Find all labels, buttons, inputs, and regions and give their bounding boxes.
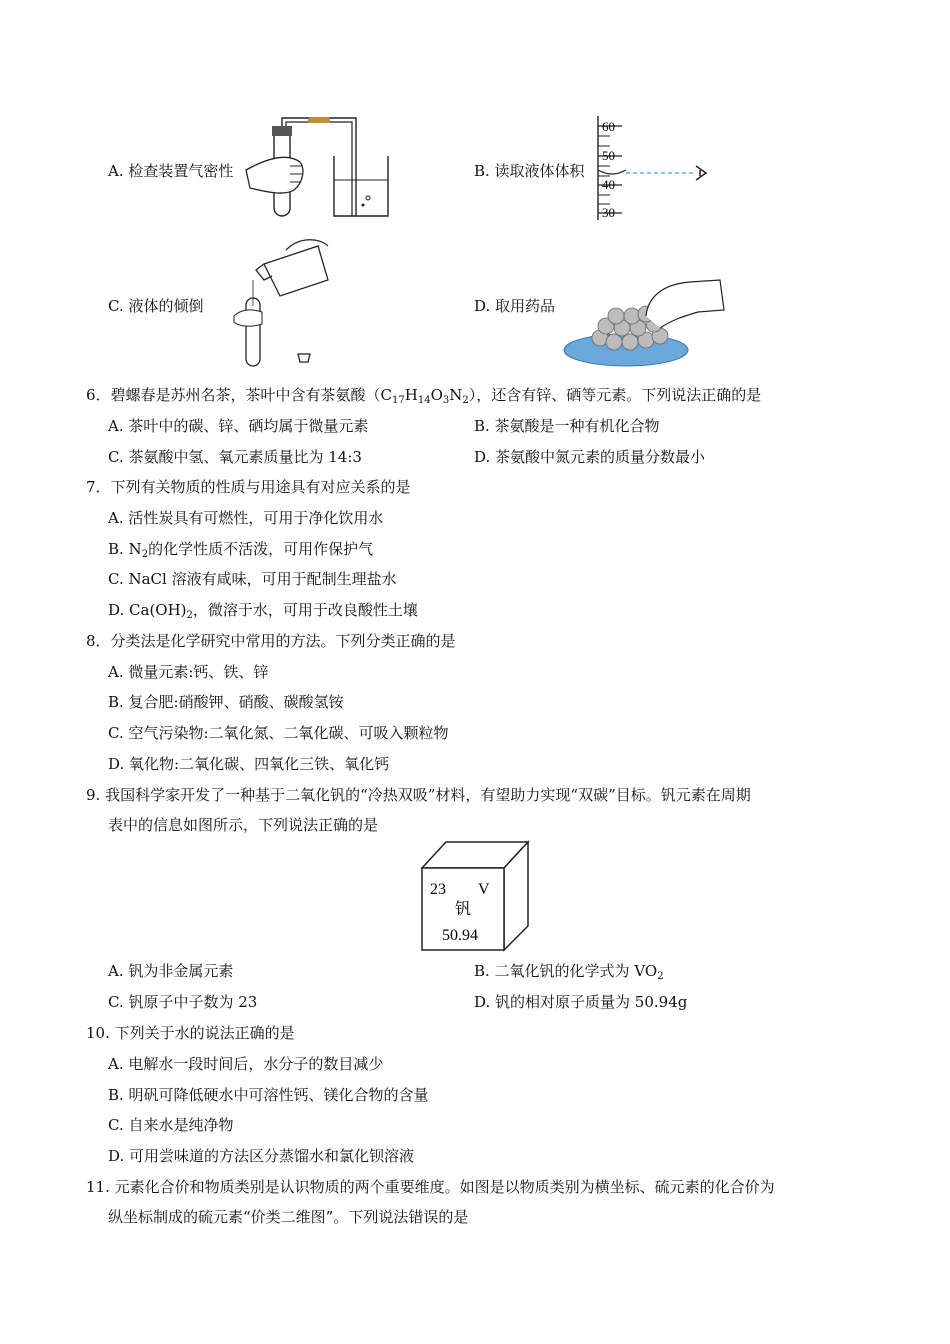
taking-reagent-figure <box>560 276 730 370</box>
q9-option-b: B. 二氧化钒的化学式为 $VO_2$ <box>474 962 664 982</box>
q5-option-c: C. 液体的倾倒 <box>108 297 204 315</box>
q8-option-d: D. 氧化物:二氧化碳、四氧化三铁、氧化钙 <box>108 755 390 773</box>
q9-option-a: A. 钒为非金属元素 <box>108 962 234 980</box>
q11-stem-line2: 纵坐标制成的硫元素“价类二维图”。下列说法错误的是 <box>108 1208 469 1226</box>
airtightness-apparatus-figure <box>244 112 394 224</box>
vanadium-element-tile <box>418 840 532 952</box>
q7-option-b: B. $N_2$的化学性质不活泼，可用作保护气 <box>108 540 374 560</box>
q6-stem: 6．碧螺春是苏州名茶，茶叶中含有茶氨酸$(C_{17}H_{14}O_3N_2)$，还含有锌、硒等元素。下列说法正确的是 <box>86 386 762 406</box>
q5-option-b: B. 读取液体体积 <box>474 162 585 180</box>
q9-stem-line1: 9. 我国科学家开发了一种基于二氧化钒的“冷热双吸”材料，有望助力实现“双碳”目标。钒元素在周期 <box>86 786 751 804</box>
q10-option-d: D. 可用尝味道的方法区分蒸馏水和氯化钡溶液 <box>108 1147 415 1165</box>
q7-option-a: A. 活性炭具有可燃性，可用于净化饮用水 <box>108 509 384 527</box>
atomic-number: 23 <box>430 881 446 898</box>
liquid-pouring-figure <box>228 236 338 368</box>
element-symbol: V <box>478 881 490 898</box>
q9-option-d: D. 钒的相对原子质量为 50.94g <box>474 993 688 1011</box>
q7-option-d: D. $Ca(OH)_2$，微溶于水，可用于改良酸性土壤 <box>108 601 418 621</box>
q8-stem: 8．分类法是化学研究中常用的方法。下列分类正确的是 <box>86 632 456 650</box>
q7-stem: 7．下列有关物质的性质与用途具有对应关系的是 <box>86 478 411 496</box>
scale-60: 60 <box>602 119 615 134</box>
q11-stem-line1: 11. 元素化合价和物质类别是认识物质的两个重要维度。如图是以物质类别为横坐标、硫元素的化合价为 <box>86 1178 775 1196</box>
element-name: 钒 <box>455 901 472 918</box>
q6-option-a: A. 茶叶中的碳、锌、硒均属于微量元素 <box>108 417 369 435</box>
q6-option-b: B. 茶氨酸是一种有机化合物 <box>474 417 660 435</box>
q7-option-c: C. NaCl 溶液有咸味，可用于配制生理盐水 <box>108 570 397 588</box>
q6-option-c: C. 茶氨酸中氢、氧元素质量比为 14:3 <box>108 448 362 466</box>
scale-30: 30 <box>602 205 615 220</box>
q9-option-c: C. 钒原子中子数为 23 <box>108 993 258 1011</box>
q10-stem: 10. 下列关于水的说法正确的是 <box>86 1024 295 1042</box>
graduated-cylinder-reading-figure <box>590 112 720 224</box>
q10-option-b: B. 明矾可降低硬水中可溶性钙、镁化合物的含量 <box>108 1086 429 1104</box>
q8-option-b: B. 复合肥:硝酸钾、硝酸、碳酸氢铵 <box>108 693 344 711</box>
q10-option-a: A. 电解水一段时间后，水分子的数目减少 <box>108 1055 384 1073</box>
scale-50: 50 <box>602 148 615 163</box>
q5-option-a: A. 检查装置气密性 <box>108 162 234 180</box>
atomic-mass: 50.94 <box>442 927 478 944</box>
q5-option-d: D. 取用药品 <box>474 297 556 315</box>
q10-option-c: C. 自来水是纯净物 <box>108 1116 234 1134</box>
scale-40: 40 <box>602 177 615 192</box>
q6-option-d: D. 茶氨酸中氮元素的质量分数最小 <box>474 448 706 466</box>
q8-option-c: C. 空气污染物:二氧化氮、二氧化碳、可吸入颗粒物 <box>108 724 449 742</box>
q8-option-a: A. 微量元素:钙、铁、锌 <box>108 663 269 681</box>
q9-stem-line2: 表中的信息如图所示，下列说法正确的是 <box>108 816 379 834</box>
